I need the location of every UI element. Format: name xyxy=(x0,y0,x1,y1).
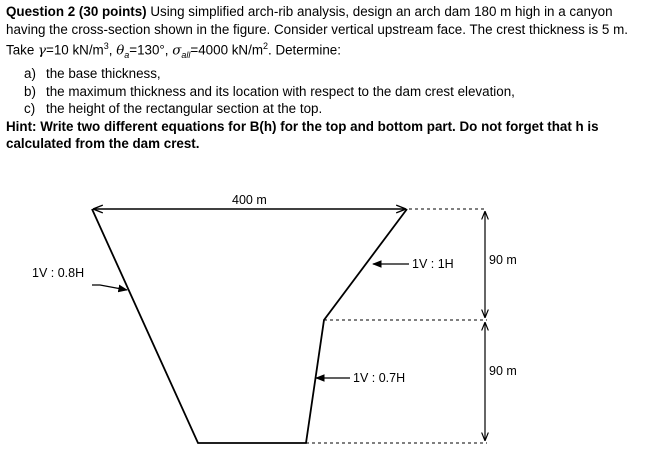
question-label: Question 2 (30 points) xyxy=(6,4,147,19)
upper-height-label: 90 m xyxy=(489,253,517,267)
upper-right-slope-label: 1V : 1H xyxy=(412,257,454,271)
left-slope-leader xyxy=(92,285,127,290)
list-item: c) the height of the rectangular section at the top. xyxy=(24,101,323,117)
top-width-label: 400 m xyxy=(232,193,267,207)
canyon-outline xyxy=(92,209,407,443)
lower-height-label: 90 m xyxy=(489,364,517,378)
lower-right-slope-label: 1V : 0.7H xyxy=(353,371,406,385)
list-item: b) the maximum thickness and its location with respect to the dam crest elevation, xyxy=(24,83,515,99)
hint-text: Hint: Write two different equations for B(h) for the top and bottom part. Do not forget that h is calculated from the dam crest. xyxy=(6,118,599,152)
list-item: a) the base thickness, xyxy=(24,65,161,81)
question-intro: Question 2 (30 points) Using simplified arch-rib analysis, design an arch dam 180 m high in a canyon having the cross-section shown in the figure. Consider vertical upstream face. The crest thickness is 5 m. Take γ=10 $kN/m^3$, $\theta_a=130^\circ$, $\sigma_{all}=4000$ $kN/m^2$. Determine: xyxy=(6,4,628,61)
left-slope-label: 1V : 0.8H xyxy=(32,266,85,280)
